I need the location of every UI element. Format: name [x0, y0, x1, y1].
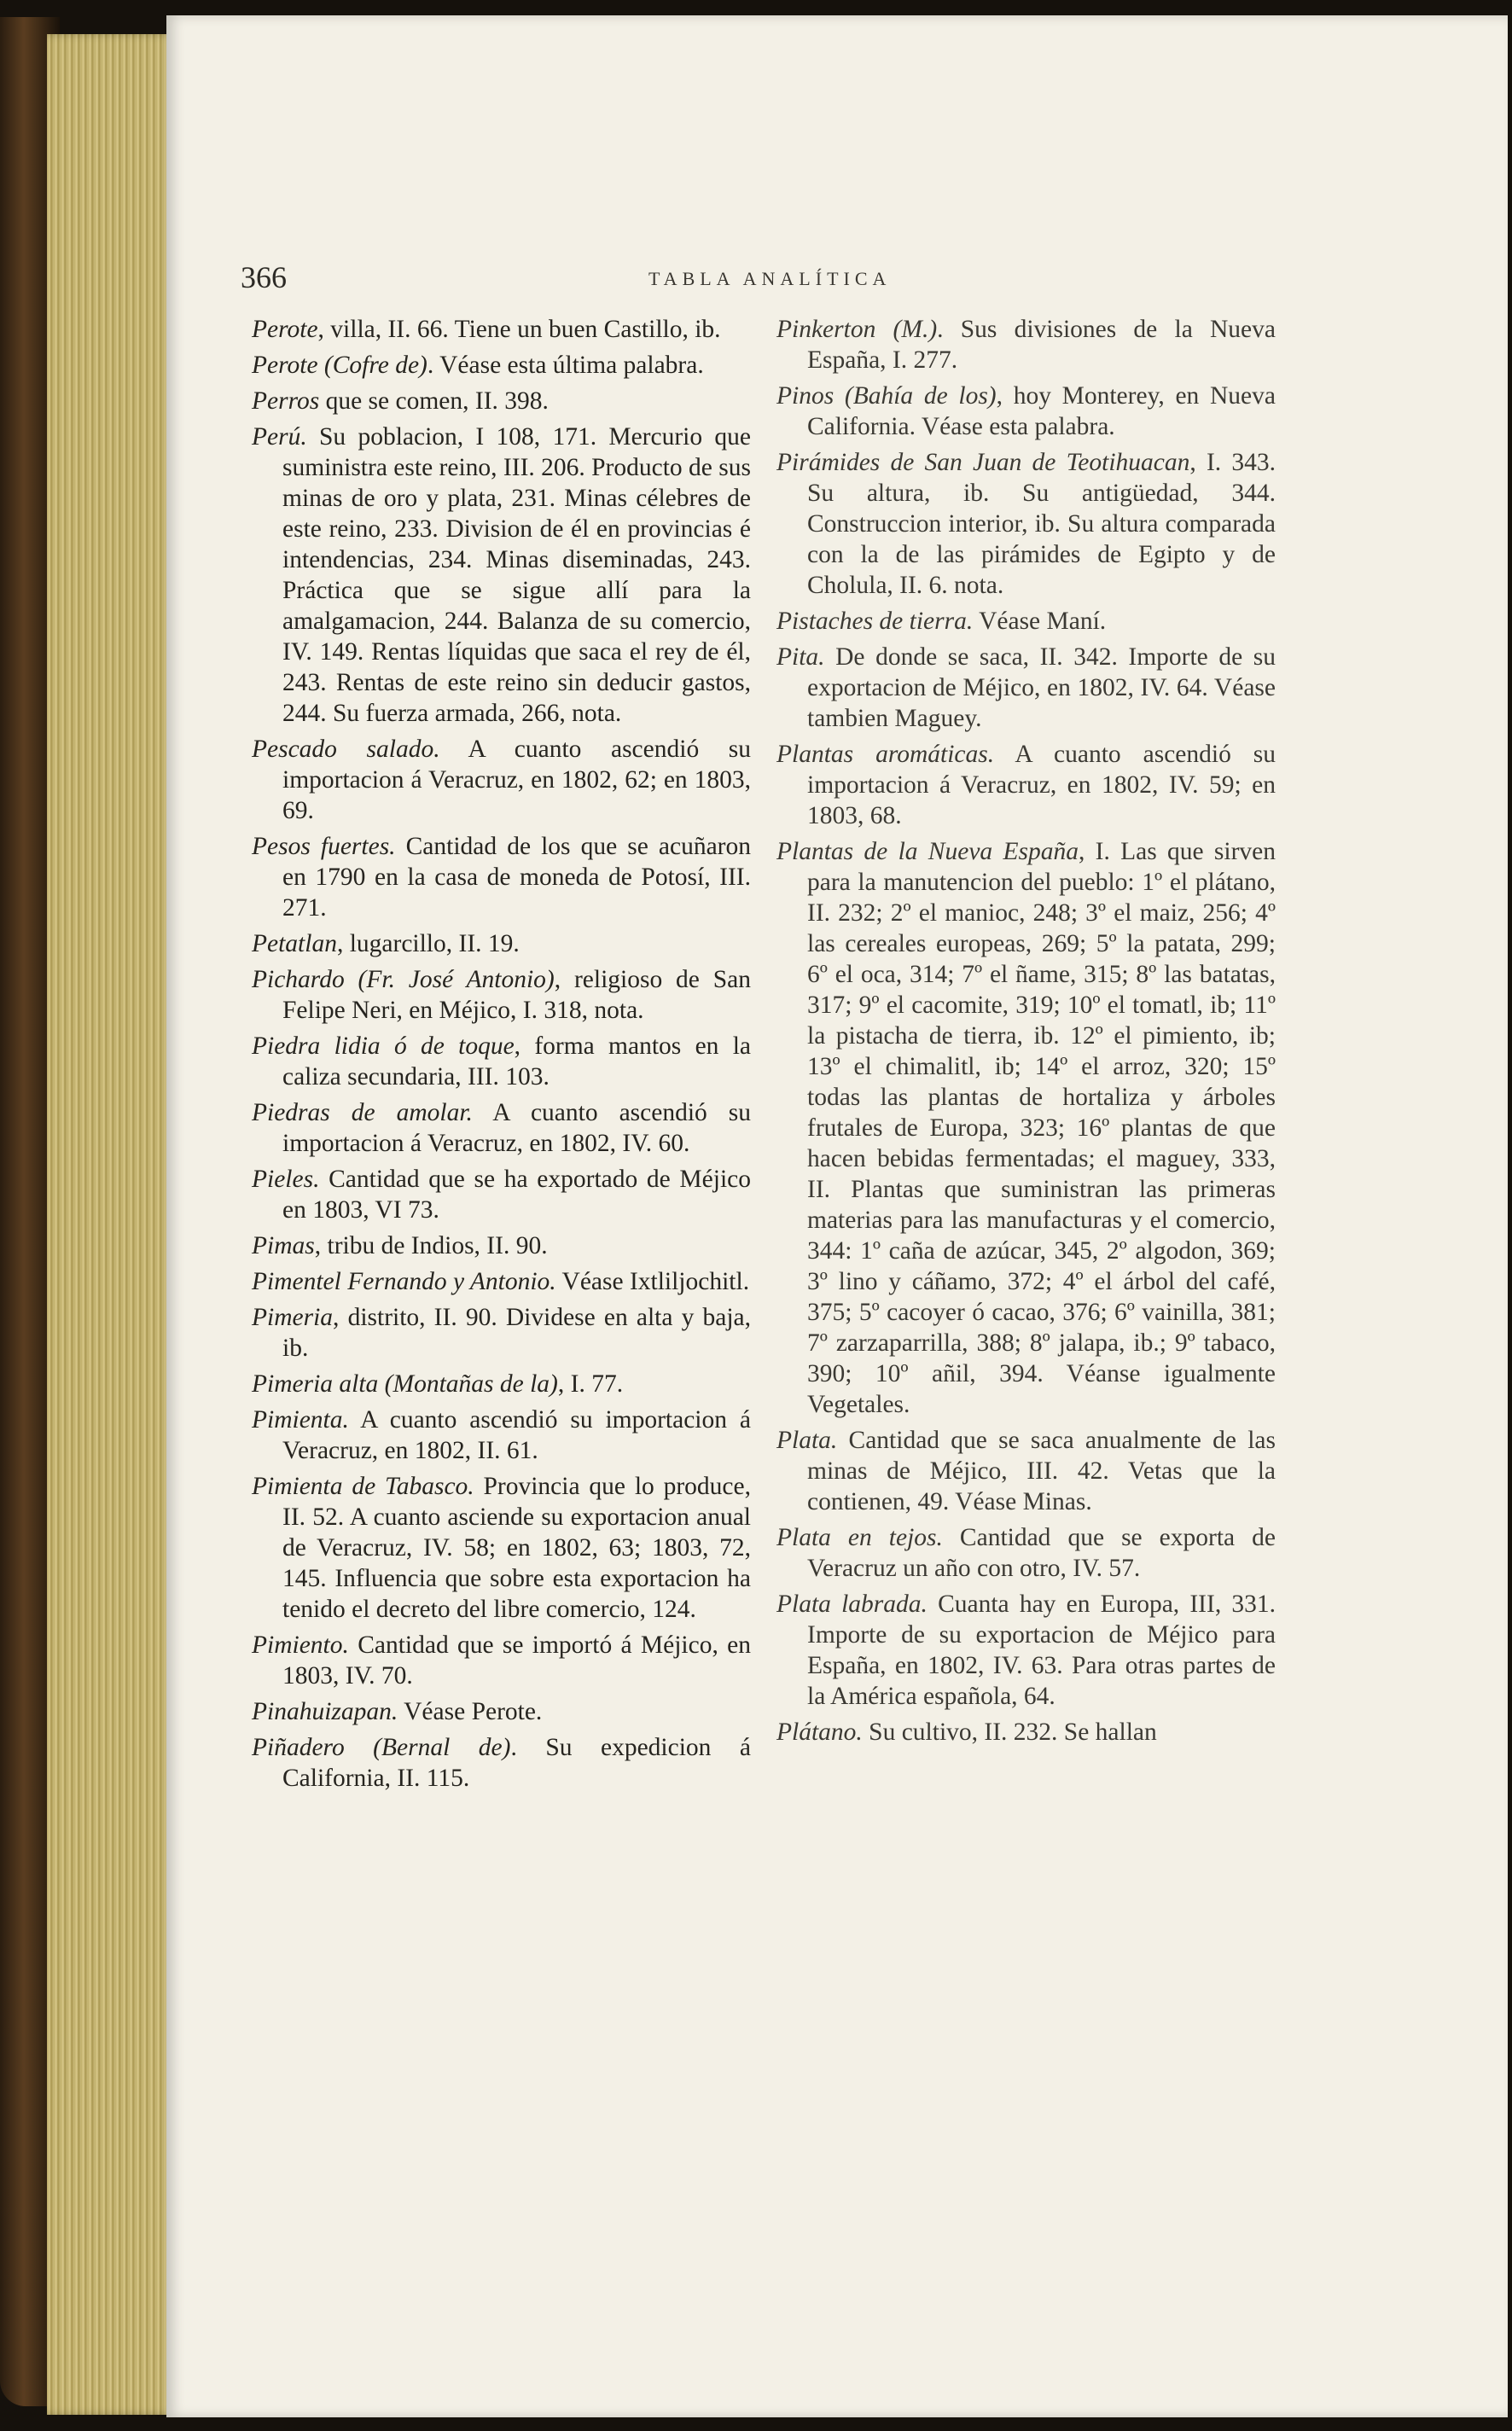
index-references: , distrito, II. 90. Dividese en alta y baja, ib.: [282, 1304, 751, 1362]
index-entry: [252, 422, 751, 729]
index-term: Pichardo (Fr. José Antonio): [252, 966, 555, 993]
index-term: Plantas aromáticas.: [776, 741, 995, 768]
index-entry: [252, 831, 751, 923]
index-term: Pinkerton (M.): [776, 316, 938, 343]
index-term: Pescado salado.: [252, 736, 440, 763]
index-term: Pimeria: [252, 1304, 334, 1331]
index-term: Pimiento.: [252, 1631, 349, 1659]
index-entry: [776, 836, 1276, 1420]
index-term: Pimeria alta (Montañas de la): [252, 1370, 558, 1398]
index-references: , villa, II. 66. Tiene un buen Castillo, ib.: [317, 316, 721, 343]
index-term: Piñadero (Bernal de): [252, 1734, 511, 1761]
index-references: De donde se saca, II. 342. Importe de su exportacion de Méjico, en 1802, IV. 64. Véase tambien Maguey.: [807, 643, 1276, 732]
index-term: Plantas de la Nueva España: [776, 838, 1079, 865]
index-term: Pinos (Bahía de los): [776, 382, 997, 410]
index-references: Cuanta hay en Europa, III, 331. Importe de su exportacion de Méjico para España, en 1802, IV. 63. Para otras partes de la América española, 64.: [807, 1591, 1276, 1710]
index-references: , I. 77.: [557, 1370, 624, 1398]
index-term: Pita.: [776, 643, 825, 671]
index-term: Pirámides de San Juan de Teotihuacan: [776, 449, 1190, 476]
index-references: Véase Maní.: [973, 608, 1107, 635]
index-term: Pesos fuertes.: [252, 833, 396, 860]
index-references: Véase Ixtliljochitl.: [555, 1268, 750, 1295]
index-references: , forma mantos en la caliza secundaria, III. 103.: [282, 1032, 751, 1090]
running-head: [0, 256, 1512, 299]
index-entry: [252, 1405, 751, 1466]
index-references: Véase Perote.: [398, 1698, 543, 1725]
index-references: . Sus divisiones de la Nueva España, I. 277.: [807, 316, 1276, 374]
index-term: Perú.: [252, 423, 307, 451]
index-term: Perros: [252, 387, 320, 415]
index-entry: [252, 928, 751, 959]
index-term: Piedra lidia ó de toque: [252, 1032, 515, 1060]
index-references: A cuanto ascendió su importacion á Veracruz, en 1802, IV. 59; en 1803, 68.: [807, 741, 1276, 829]
index-entry: [252, 1266, 751, 1297]
index-term: Plata.: [776, 1427, 838, 1454]
index-entry: [776, 447, 1276, 601]
index-references: Cantidad de los que se acuñaron en 1790 en la casa de moneda de Potosí, III. 271.: [282, 833, 751, 922]
index-references: . Su expedicion á California, II. 115.: [282, 1734, 751, 1792]
right-column: [776, 314, 1276, 1748]
index-entry: [252, 1471, 751, 1625]
index-term: Perote: [252, 316, 318, 343]
index-term: Pimienta.: [252, 1406, 349, 1434]
index-entry: [252, 1696, 751, 1727]
index-term: Perote (Cofre de): [252, 352, 427, 379]
header-title: TABLA ANALÍTICA: [648, 268, 892, 289]
index-entry: [252, 1164, 751, 1225]
index-references: que se comen, II. 398.: [319, 387, 549, 415]
index-entry: [776, 1717, 1276, 1748]
index-references: , I. Las que sirven para la manutencion del pueblo: 1º el plátano, II. 232; 2º el manioc, 248; 3º el maiz, 256; 4º las cereales europeas, 269; 5º la patata, 299; 6º el oca, 314; 7º el ñame, 315; 8º las batatas, 317; 9º el cacomite, 319; 10º el tomatl, ib; 11º la pistacha de tierra, ib. 12º el pimiento, ib; 13º el chimalitl, ib; 14º el arroz, 320; 15º todas las plantas de hortaliza y árboles frutales de Europa, 323; 16º plantas de que hacen bebidas fermentadas; el maguey, 333, II. Plantas que suministran las primeras materias para las manufacturas y el comercio, 344: 1º caña de azúcar, 345, 2º algodon, 369; 3º lino y cáñamo, 372; 4º el árbol del café, 375; 5º cacoyer ó cacao, 376; 6º vainilla, 381; 7º zarzaparrilla, 388; 8º jalapa, ib.; 9º tabaco, 390; 10º añil, 394. Véanse igualmente Vegetales.: [807, 838, 1276, 1418]
index-term: Pimentel Fernando y Antonio.: [252, 1268, 556, 1295]
index-term: Pieles.: [252, 1166, 320, 1193]
index-references: , tribu de Indios, II. 90.: [314, 1232, 548, 1259]
index-references: , I. 343. Su altura, ib. Su antigüedad, 344. Construccion interior, ib. Su altura comparada con la de las pirámides de Egipto y de Cholula, II. 6. nota.: [807, 449, 1276, 599]
index-entry: [252, 734, 751, 826]
index-references: Cantidad que se importó á Méjico, en 1803, IV. 70.: [282, 1631, 751, 1689]
index-term: Pimienta de Tabasco.: [252, 1473, 474, 1500]
index-term: Plátano.: [776, 1719, 863, 1746]
index-entry: [252, 314, 751, 345]
index-entry: [252, 964, 751, 1026]
index-term: Plata labrada.: [776, 1591, 928, 1618]
index-references: Su poblacion, I 108, 171. Mercurio que suministra este reino, III. 206. Producto de sus minas de oro y plata, 231. Minas célebres de este reino, 233. Division de él en provincias é intendencias, 234. Minas diseminadas, 243. Práctica que se sigue allí para la amalgamacion, 244. Balanza de su comercio, IV. 149. Rentas líquidas que saca el rey de él, 243. Rentas de este reino sin deducir gastos, 244. Su fuerza armada, 266, nota.: [282, 423, 751, 727]
index-entry: [252, 1369, 751, 1399]
index-term: Piedras de amolar.: [252, 1099, 473, 1126]
index-term: Pimas: [252, 1232, 315, 1259]
index-references: . Véase esta última palabra.: [427, 352, 704, 379]
index-references: Cantidad que se ha exportado de Méjico en 1803, VI 73.: [282, 1166, 751, 1224]
left-column: [252, 314, 751, 1794]
index-entry: [252, 386, 751, 416]
index-references: , hoy Monterey, en Nueva California. Véase esta palabra.: [807, 382, 1276, 440]
index-entry: [776, 381, 1276, 442]
index-references: Provincia que lo produce, II. 52. A cuanto asciende su exportacion anual de Veracruz, IV. 58; en 1802, 63; 1803, 72, 145. Influencia que sobre esta exportacion ha tenido el decreto del libre comercio, 124.: [282, 1473, 751, 1623]
index-term: Pistaches de tierra.: [776, 608, 974, 635]
index-term: Petatlan: [252, 930, 337, 957]
index-references: A cuanto ascendió su importacion á Veracruz, en 1802, 62; en 1803, 69.: [282, 736, 751, 824]
index-references: , religioso de San Felipe Neri, en Méjico, I. 318, nota.: [282, 966, 751, 1024]
index-references: , lugarcillo, II. 19.: [336, 930, 520, 957]
page-number: 366: [241, 260, 287, 294]
index-entry: [252, 1732, 751, 1794]
index-references: Cantidad que se exporta de Veracruz un año con otro, IV. 57.: [807, 1524, 1276, 1582]
index-entry: [252, 1302, 751, 1364]
index-entry: [776, 739, 1276, 831]
index-entry: [252, 1031, 751, 1092]
index-entry: [252, 1630, 751, 1691]
index-term: Pinahuizapan.: [252, 1698, 398, 1725]
index-term: Plata en tejos.: [776, 1524, 943, 1551]
index-references: A cuanto ascendió su importacion á Veracruz, en 1802, II. 61.: [282, 1406, 751, 1464]
index-entry: [252, 1230, 751, 1261]
index-entry: [776, 1522, 1276, 1584]
index-references: Cantidad que se saca anualmente de las minas de Méjico, III. 42. Vetas que la contienen, 49. Véase Minas.: [807, 1427, 1276, 1515]
index-entry: [776, 314, 1276, 375]
index-entry: [776, 1425, 1276, 1517]
index-references: Su cultivo, II. 232. Se hallan: [862, 1719, 1157, 1746]
index-references: A cuanto ascendió su importacion á Veracruz, en 1802, IV. 60.: [282, 1099, 752, 1157]
index-entry: [776, 606, 1276, 637]
index-entry: [776, 1589, 1276, 1712]
index-entry: [776, 642, 1276, 734]
index-entry: [252, 350, 751, 381]
index-entry: [252, 1097, 751, 1159]
